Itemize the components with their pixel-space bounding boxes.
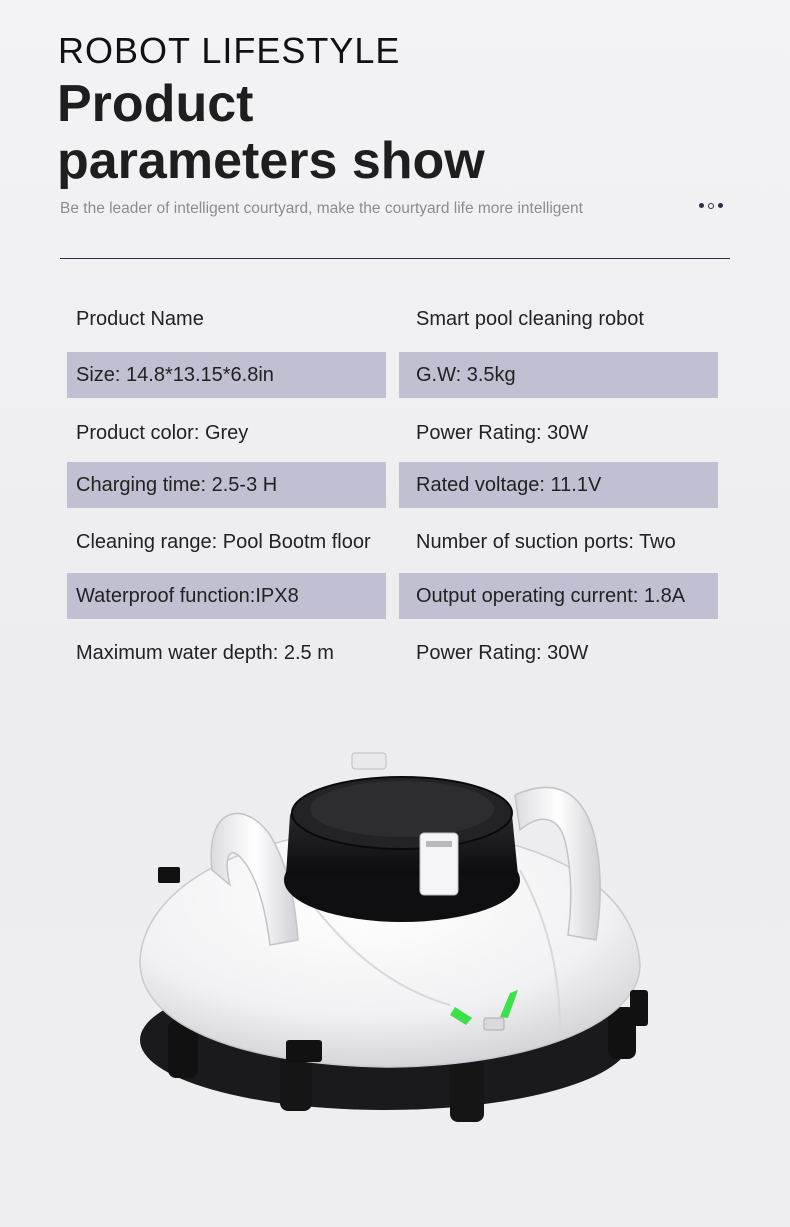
param-right-cell: Power Rating: 30W bbox=[416, 421, 589, 444]
param-right-cell: Smart pool cleaning robot bbox=[416, 307, 644, 330]
pool-robot-image bbox=[120, 735, 680, 1155]
eyebrow-title: ROBOT LIFESTYLE bbox=[58, 30, 401, 71]
param-left-cell: Waterproof function:IPX8 bbox=[67, 573, 386, 619]
param-right-cell: Output operating current: 1.8A bbox=[399, 573, 718, 619]
divider-line bbox=[60, 258, 730, 259]
title-line-2: parameters show bbox=[57, 132, 485, 190]
param-left-cell: Charging time: 2.5-3 H bbox=[67, 462, 386, 508]
param-left-cell: Cleaning range: Pool Bootm floor bbox=[76, 530, 371, 553]
subtitle: Be the leader of intelligent courtyard, make the courtyard life more intelligent bbox=[60, 200, 583, 217]
param-left-cell: Maximum water depth: 2.5 m bbox=[76, 641, 334, 664]
param-right-cell: Power Rating: 30W bbox=[416, 641, 589, 664]
dot-icon bbox=[699, 203, 704, 208]
param-left-cell: Product Name bbox=[76, 307, 204, 330]
param-right-cell: Number of suction ports: Two bbox=[416, 530, 676, 553]
param-left-cell: Size: 14.8*13.15*6.8in bbox=[67, 352, 386, 398]
page-title bbox=[57, 76, 485, 190]
decorative-dots bbox=[699, 203, 723, 209]
dot-ring-icon bbox=[708, 203, 714, 209]
param-left-cell: Product color: Grey bbox=[76, 421, 249, 444]
param-right-cell: G.W: 3.5kg bbox=[399, 352, 718, 398]
param-right-cell: Rated voltage: 11.1V bbox=[399, 462, 718, 508]
dot-icon bbox=[718, 203, 723, 208]
title-line-1: Product bbox=[57, 75, 254, 133]
